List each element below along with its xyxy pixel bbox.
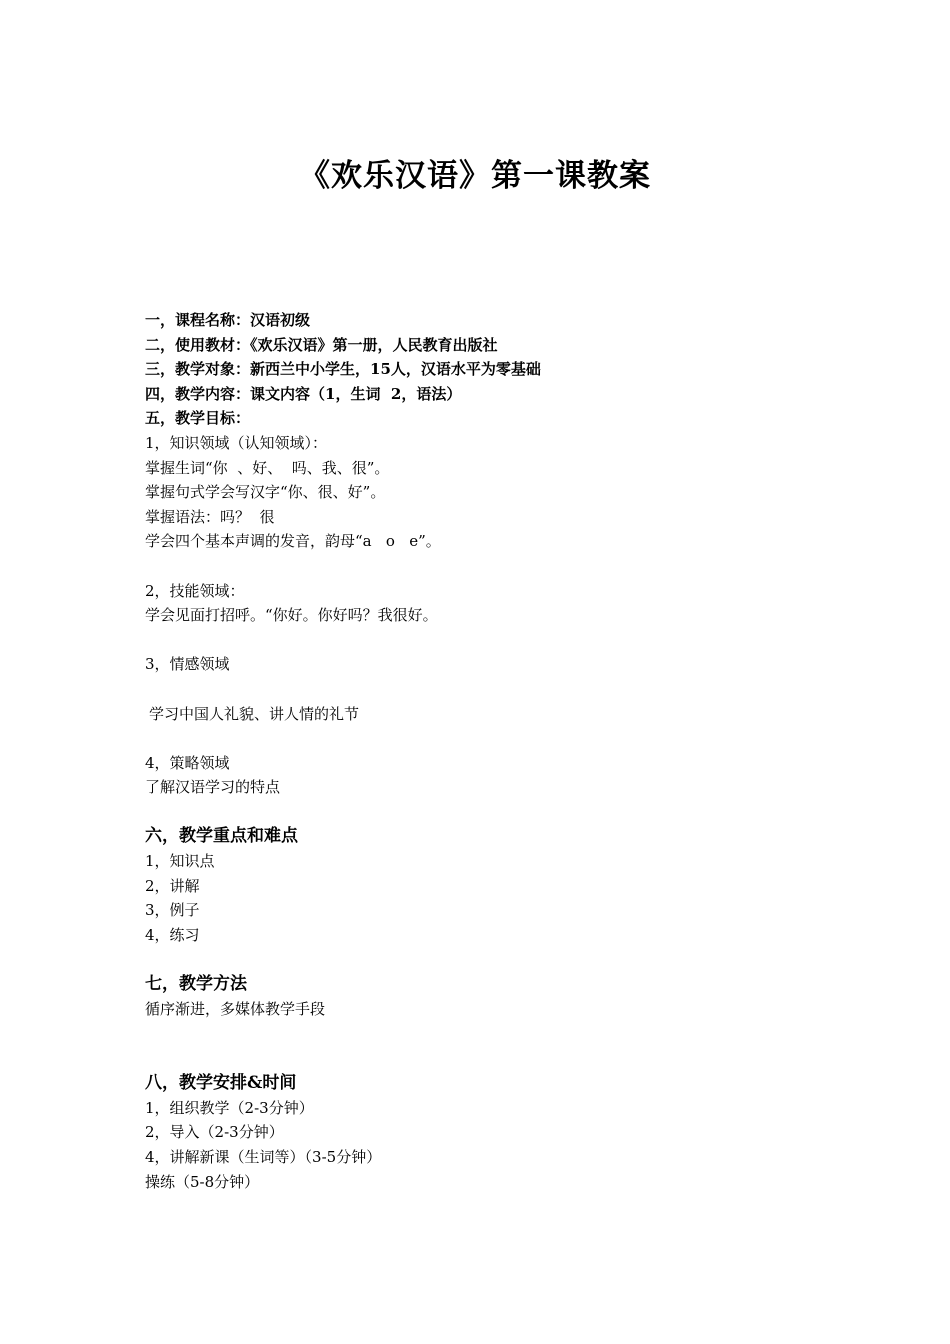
spacer bbox=[145, 726, 845, 751]
section8-item: 操练（5-8分钟） bbox=[145, 1172, 260, 1191]
document-body bbox=[145, 308, 845, 1194]
info-goals-heading: 五，教学目标： bbox=[145, 409, 251, 428]
section7-heading: 七，教学方法 bbox=[145, 974, 247, 995]
spacer bbox=[145, 628, 845, 653]
section8-item: 1，组织教学（2-3分钟） bbox=[145, 1098, 314, 1117]
document-title: 《欢乐汉语》第一课教案 bbox=[299, 158, 651, 194]
info-content: 四，教学内容：课文内容（1，生词 2，语法） bbox=[145, 384, 462, 403]
spacer bbox=[145, 1021, 845, 1071]
goal3-heading: 3，情感领域 bbox=[145, 655, 230, 674]
goal1-item: 学会四个基本声调的发音，韵母“a o e”。 bbox=[145, 532, 441, 551]
section6-item: 1，知识点 bbox=[145, 852, 215, 871]
section6-item: 2，讲解 bbox=[145, 876, 200, 895]
goal2-heading: 2，技能领域： bbox=[145, 581, 245, 600]
spacer bbox=[145, 800, 845, 825]
goal4-heading: 4，策略领域 bbox=[145, 753, 230, 772]
info-audience: 三，教学对象：新西兰中小学生，15人，汉语水平为零基础 bbox=[145, 360, 541, 379]
goal1-item: 掌握语法：吗？ 很 bbox=[145, 507, 275, 526]
info-textbook: 二，使用教材：《欢乐汉语》第一册，人民教育出版社 bbox=[145, 335, 498, 354]
section8-item: 4，讲解新课（生词等）（3-5分钟） bbox=[145, 1148, 382, 1166]
goal4-text: 了解汉语学习的特点 bbox=[145, 778, 281, 797]
info-course-name: 一，课程名称：汉语初级 bbox=[145, 311, 311, 329]
section8-heading: 八，教学安排&时间 bbox=[145, 1073, 297, 1094]
goal1-item: 掌握生词“你 、好、 吗、我、很”。 bbox=[145, 458, 390, 477]
spacer bbox=[145, 554, 845, 579]
goal1-heading: 1，知识领域（认知领域）： bbox=[145, 433, 328, 452]
section6-item: 3，例子 bbox=[145, 901, 200, 920]
section7-text: 循序渐进，多媒体教学手段 bbox=[145, 999, 326, 1018]
spacer bbox=[145, 677, 845, 702]
goal2-text: 学会见面打招呼。“你好。你好吗？我很好。 bbox=[145, 606, 438, 625]
section8-item: 2，导入（2-3分钟） bbox=[145, 1123, 284, 1142]
section6-heading: 六，教学重点和难点 bbox=[145, 826, 298, 847]
spacer bbox=[145, 947, 845, 972]
goal3-text: 学习中国人礼貌、讲人情的礼节 bbox=[149, 704, 360, 723]
goal1-item: 掌握句式学会写汉字“你、很、好”。 bbox=[145, 483, 386, 502]
section6-item: 4，练习 bbox=[145, 925, 200, 944]
